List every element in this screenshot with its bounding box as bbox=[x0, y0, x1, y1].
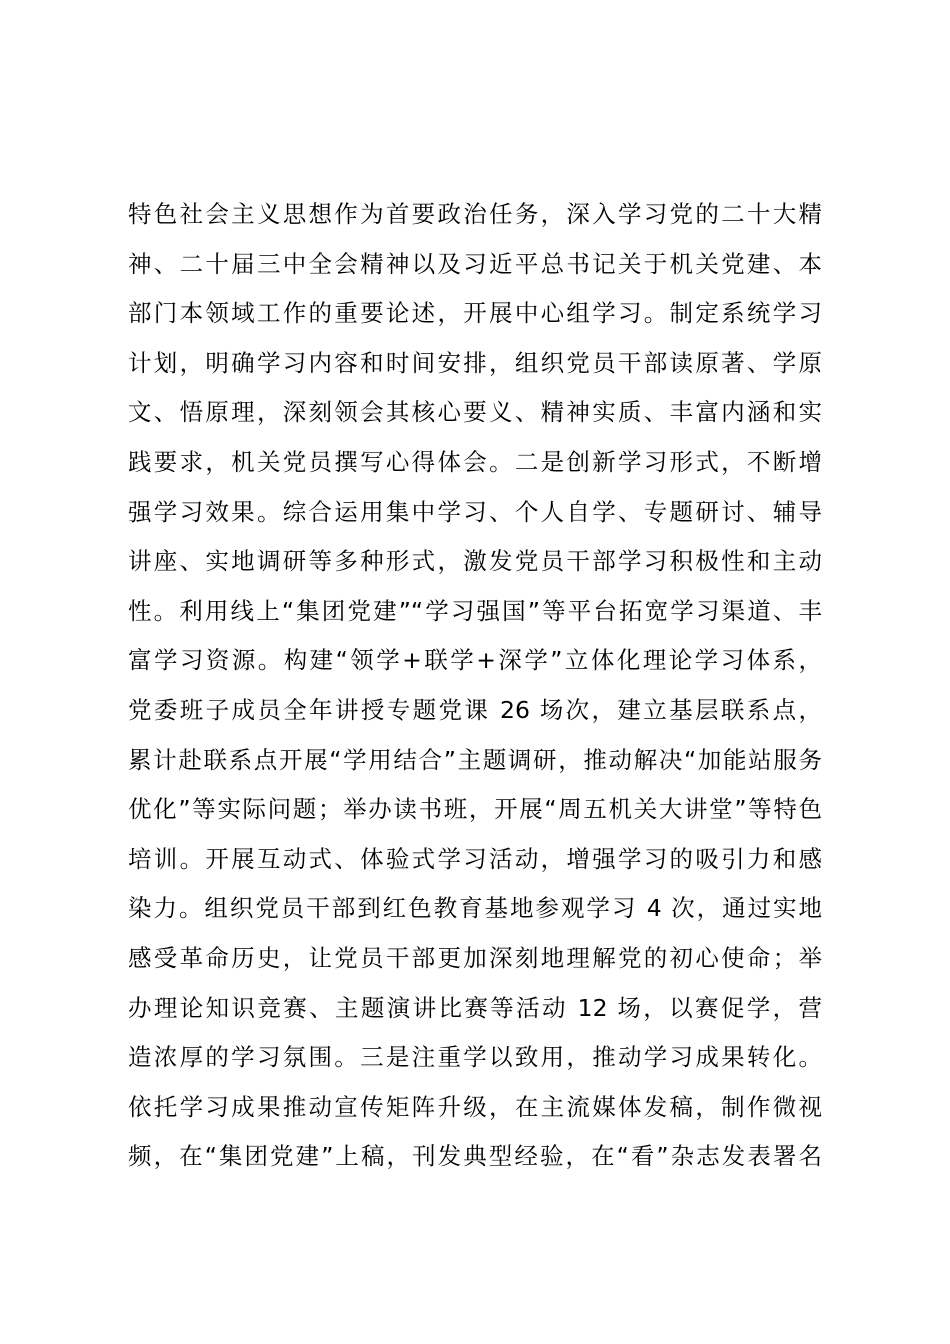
text-line: 践要求，机关党员撰写心得体会。二是创新学习形式，不断增 bbox=[128, 447, 822, 476]
text-line: 办理论知识竞赛、主题演讲比赛等活动 12 场，以赛促学，营 bbox=[128, 993, 822, 1022]
text-line: 特色社会主义思想作为首要政治任务，深入学习党的二十大精 bbox=[128, 200, 822, 228]
text-line: 染力。组织党员干部到红色教育基地参观学习 4 次，通过实地 bbox=[128, 894, 822, 923]
text-line: 感受革命历史，让党员干部更加深刻地理解党的初心使命；举 bbox=[128, 943, 822, 972]
text-line: 造浓厚的学习氛围。三是注重学以致用，推动学习成果转化。 bbox=[128, 1043, 822, 1072]
text-line: 神、二十届三中全会精神以及习近平总书记关于机关党建、本 bbox=[128, 249, 822, 278]
text-line: 党委班子成员全年讲授专题党课 26 场次，建立基层联系点， bbox=[128, 695, 822, 724]
text-line: 计划，明确学习内容和时间安排，组织党员干部读原著、学原 bbox=[128, 348, 822, 377]
text-line: 富学习资源。构建“领学+联学+深学”立体化理论学习体系， bbox=[128, 646, 822, 675]
text-line: 优化”等实际问题；举办读书班，开展“周五机关大讲堂”等特色 bbox=[128, 795, 822, 824]
text-line: 依托学习成果推动宣传矩阵升级，在主流媒体发稿，制作微视 bbox=[128, 1092, 822, 1121]
text-line: 累计赴联系点开展“学用结合”主题调研，推动解决“加能站服务 bbox=[128, 745, 822, 774]
text-line: 讲座、实地调研等多种形式，激发党员干部学习积极性和主动 bbox=[128, 547, 822, 576]
body-paragraph bbox=[128, 190, 828, 1182]
text-line: 部门本领域工作的重要论述，开展中心组学习。制定系统学习 bbox=[128, 299, 822, 328]
text-line: 文、悟原理，深刻领会其核心要义、精神实质、丰富内涵和实 bbox=[128, 398, 822, 427]
text-line: 培训。开展互动式、体验式学习活动，增强学习的吸引力和感 bbox=[128, 844, 822, 873]
text-line: 性。利用线上“集团党建”“学习强国”等平台拓宽学习渠道、丰 bbox=[128, 596, 822, 625]
text-line: 频，在“集团党建”上稿，刊发典型经验，在“看”杂志发表署名 bbox=[128, 1142, 822, 1171]
text-line: 强学习效果。综合运用集中学习、个人自学、专题研讨、辅导 bbox=[128, 497, 822, 526]
